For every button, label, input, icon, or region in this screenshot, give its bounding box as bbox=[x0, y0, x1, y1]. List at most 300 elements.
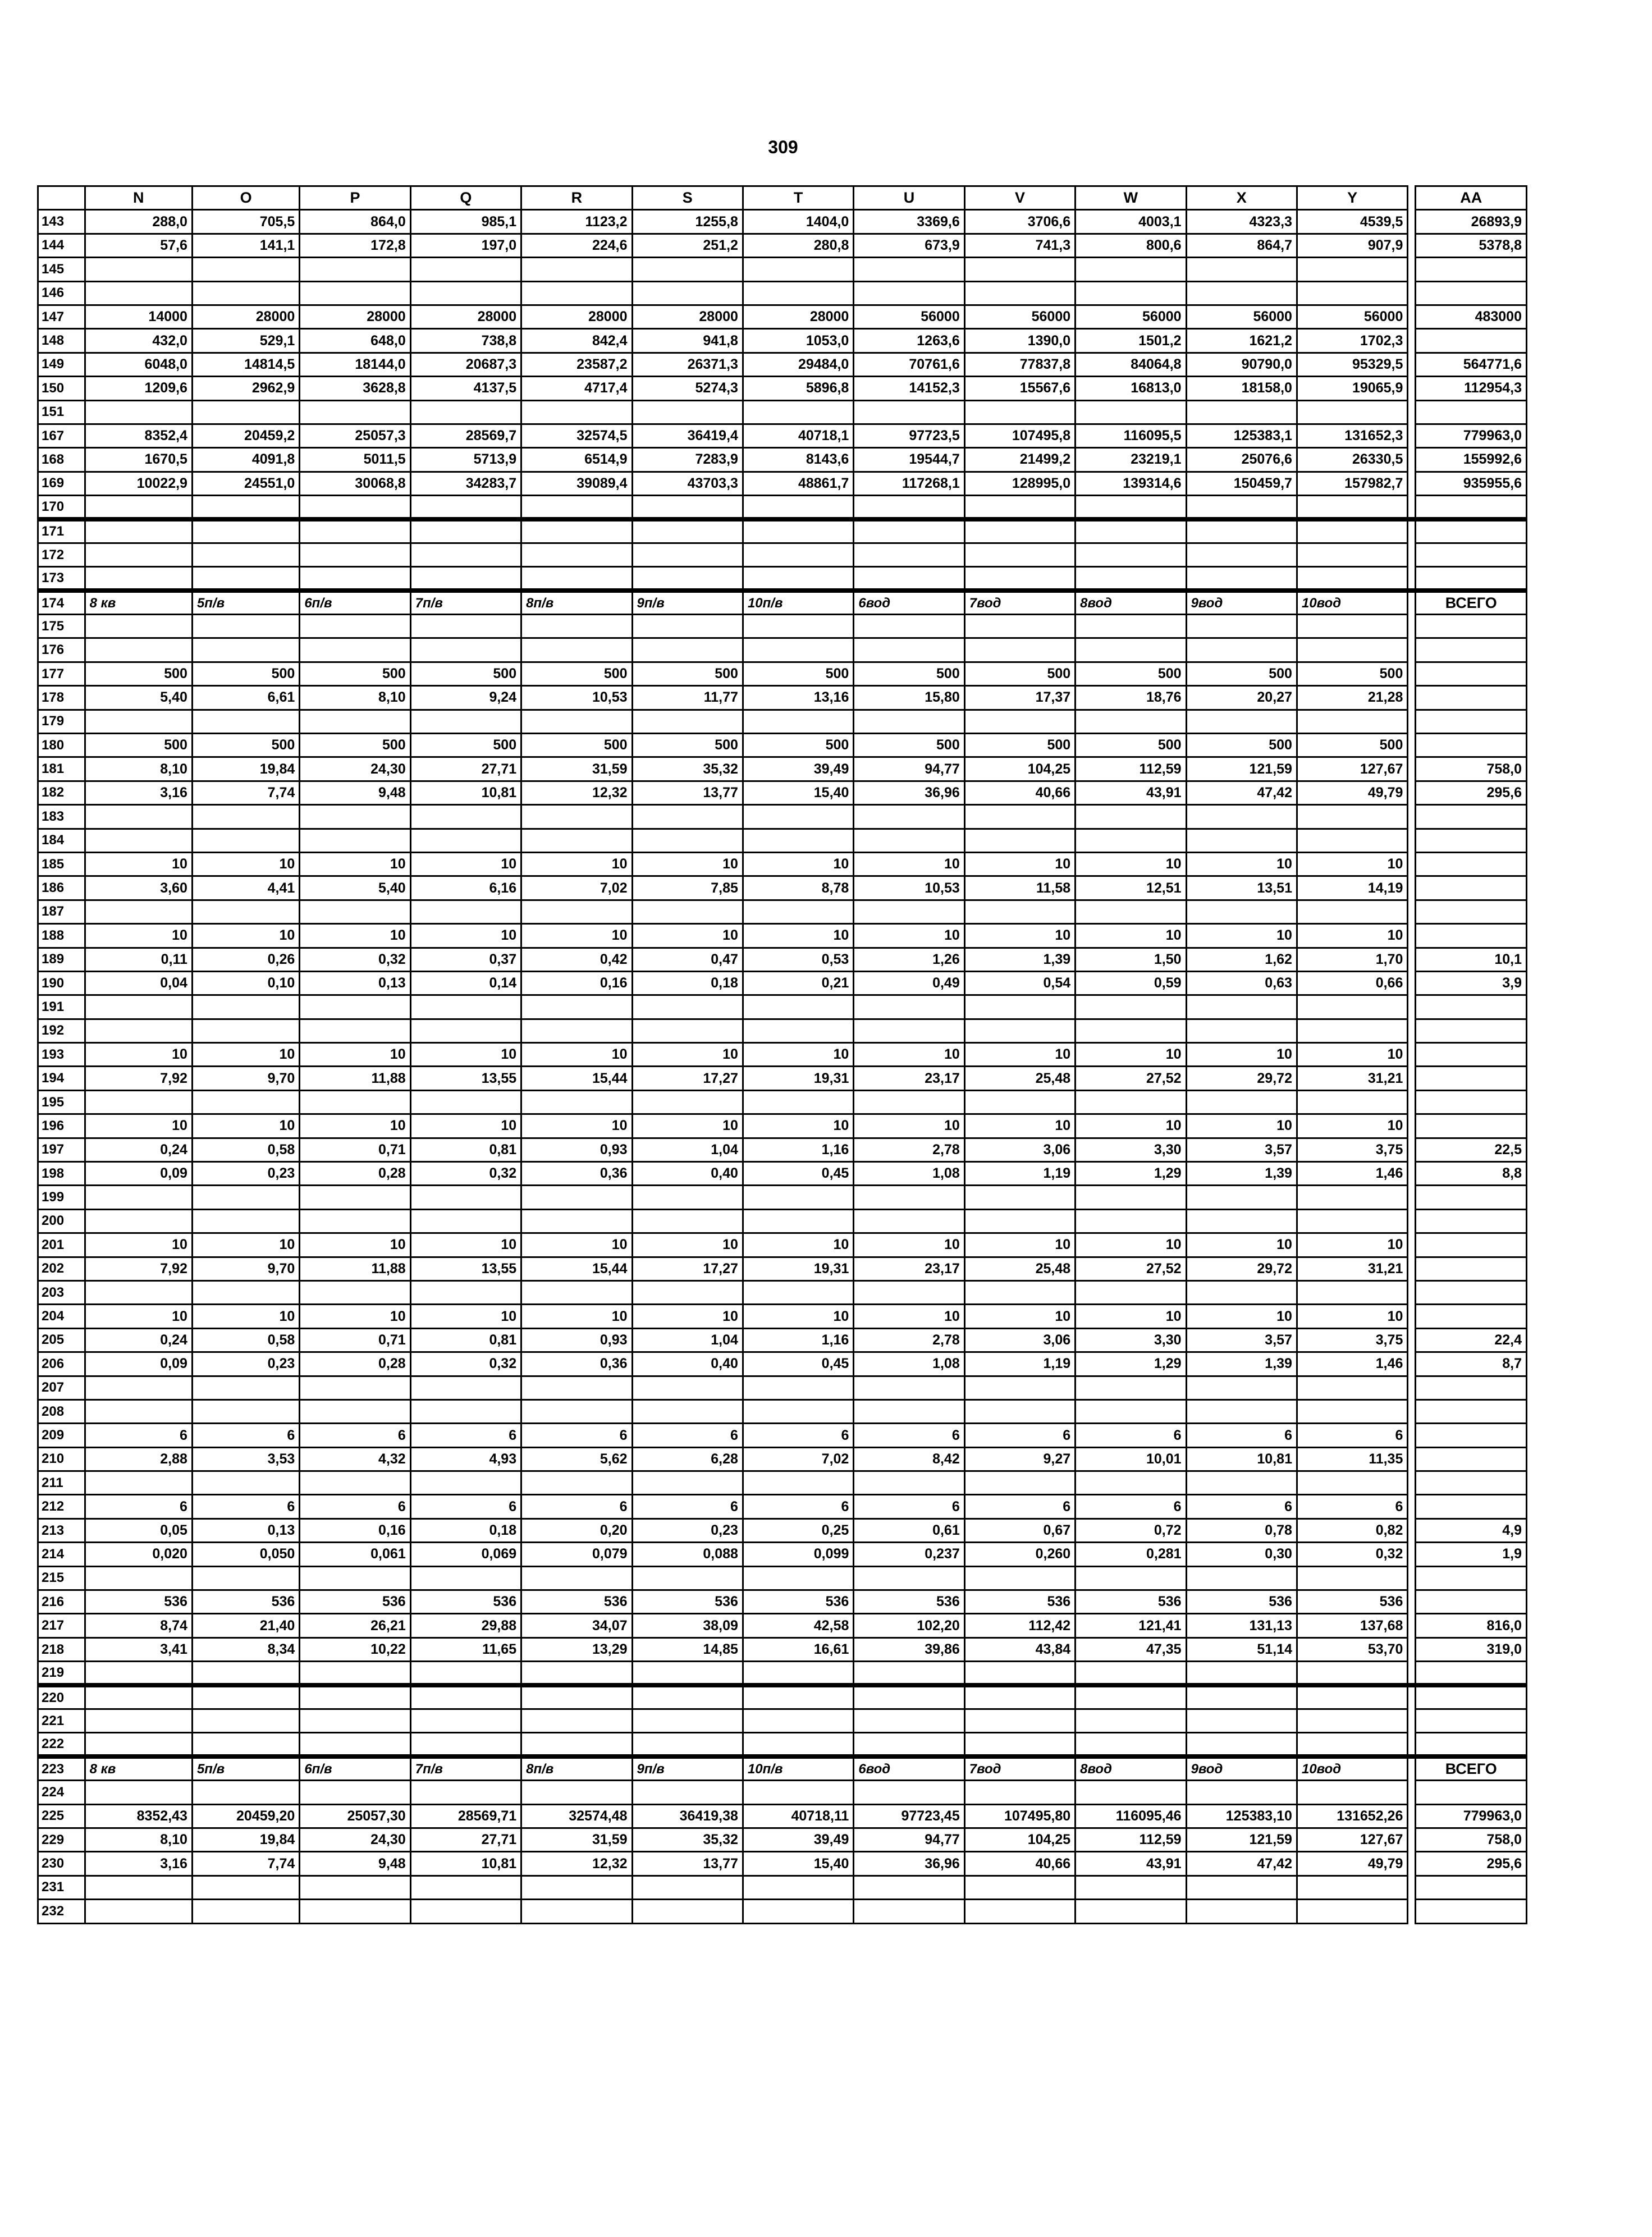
column-header: R bbox=[521, 186, 632, 210]
table-cell: 25076,6 bbox=[1186, 448, 1297, 472]
table-cell: 121,59 bbox=[1186, 1828, 1297, 1851]
table-cell: 6 bbox=[192, 1424, 299, 1447]
table-cell bbox=[964, 1566, 1075, 1590]
table-cell bbox=[854, 567, 964, 591]
column-gap bbox=[1408, 210, 1416, 234]
table-cell: 32574,48 bbox=[521, 1804, 632, 1828]
table-cell bbox=[85, 1471, 192, 1495]
table-row bbox=[38, 1566, 1527, 1590]
table-cell: 3,60 bbox=[85, 876, 192, 900]
table-cell bbox=[743, 281, 853, 305]
table-cell: 3,41 bbox=[85, 1637, 192, 1661]
table-cell: 31,21 bbox=[1297, 1257, 1407, 1280]
column-gap bbox=[1408, 995, 1416, 1019]
table-cell: 10 bbox=[1186, 1305, 1297, 1328]
row-number: 185 bbox=[38, 852, 85, 876]
table-cell: 127,67 bbox=[1297, 757, 1407, 781]
table-cell: 500 bbox=[410, 733, 521, 757]
table-cell bbox=[1416, 852, 1527, 876]
table-cell bbox=[854, 829, 964, 852]
table-cell: 15,40 bbox=[743, 1852, 853, 1875]
table-cell: 8352,4 bbox=[85, 424, 192, 447]
table-cell bbox=[300, 258, 410, 281]
table-cell bbox=[1076, 258, 1186, 281]
table-cell: 43,91 bbox=[1076, 781, 1186, 804]
table-cell bbox=[521, 519, 632, 543]
table-row bbox=[38, 329, 1527, 353]
table-cell bbox=[854, 1471, 964, 1495]
table-cell: 0,59 bbox=[1076, 971, 1186, 995]
table-cell bbox=[1186, 1471, 1297, 1495]
table-cell: 0,20 bbox=[521, 1518, 632, 1542]
table-row bbox=[38, 1090, 1527, 1114]
table-cell: 0,49 bbox=[854, 971, 964, 995]
table-row bbox=[38, 1209, 1527, 1233]
table-cell: 10,81 bbox=[410, 1852, 521, 1875]
table-cell bbox=[1416, 805, 1527, 829]
table-cell bbox=[192, 1280, 299, 1304]
table-row bbox=[38, 496, 1527, 519]
table-cell: 10,1 bbox=[1416, 948, 1527, 971]
table-cell bbox=[1076, 567, 1186, 591]
table-cell: 6 bbox=[521, 1424, 632, 1447]
table-row bbox=[38, 519, 1527, 543]
column-gap bbox=[1408, 1043, 1416, 1067]
table-cell bbox=[300, 1209, 410, 1233]
table-cell: 10 bbox=[85, 1043, 192, 1067]
table-cell: 3369,6 bbox=[854, 210, 964, 234]
table-cell: 25,48 bbox=[964, 1067, 1075, 1090]
table-cell bbox=[1416, 1043, 1527, 1067]
table-cell: 11,88 bbox=[300, 1257, 410, 1280]
table-cell bbox=[1416, 1280, 1527, 1304]
table-cell bbox=[854, 1019, 964, 1042]
table-cell bbox=[410, 615, 521, 638]
table-row bbox=[38, 900, 1527, 923]
column-gap bbox=[1408, 1685, 1416, 1709]
table-row bbox=[38, 591, 1527, 614]
table-cell: 84064,8 bbox=[1076, 353, 1186, 376]
table-cell bbox=[410, 1662, 521, 1685]
column-gap bbox=[1408, 1781, 1416, 1804]
table-cell bbox=[1416, 567, 1527, 591]
table-cell: 14000 bbox=[85, 305, 192, 328]
table-cell: 10вод bbox=[1297, 591, 1407, 614]
row-number: 200 bbox=[38, 1209, 85, 1233]
table-cell: 28569,7 bbox=[410, 424, 521, 447]
table-cell: 28000 bbox=[632, 305, 743, 328]
table-cell bbox=[1186, 1186, 1297, 1209]
table-cell bbox=[1416, 829, 1527, 852]
table-cell bbox=[300, 281, 410, 305]
table-cell: 1,39 bbox=[1186, 1162, 1297, 1186]
table-cell bbox=[1416, 258, 1527, 281]
table-cell: 47,35 bbox=[1076, 1637, 1186, 1661]
table-cell bbox=[192, 1709, 299, 1733]
table-cell: 1390,0 bbox=[964, 329, 1075, 353]
column-gap bbox=[1408, 1352, 1416, 1376]
table-cell: 1,70 bbox=[1297, 948, 1407, 971]
table-cell bbox=[1076, 995, 1186, 1019]
table-cell: 10 bbox=[854, 1043, 964, 1067]
table-row bbox=[38, 1662, 1527, 1685]
table-cell: 8,74 bbox=[85, 1614, 192, 1637]
table-cell bbox=[1416, 1090, 1527, 1114]
row-number: 202 bbox=[38, 1257, 85, 1280]
table-cell: 8,10 bbox=[300, 686, 410, 710]
table-cell bbox=[300, 567, 410, 591]
table-cell: 23587,2 bbox=[521, 353, 632, 376]
table-cell: 56000 bbox=[854, 305, 964, 328]
table-cell: 11,35 bbox=[1297, 1447, 1407, 1471]
table-cell: 13,77 bbox=[632, 781, 743, 804]
table-cell bbox=[964, 805, 1075, 829]
table-cell: 25057,3 bbox=[300, 424, 410, 447]
table-cell: 9вод bbox=[1186, 591, 1297, 614]
table-cell: 5011,5 bbox=[300, 448, 410, 472]
table-cell bbox=[521, 1733, 632, 1756]
table-cell bbox=[192, 638, 299, 662]
table-cell bbox=[300, 1875, 410, 1899]
table-cell bbox=[743, 519, 853, 543]
column-gap bbox=[1408, 1756, 1416, 1780]
table-cell bbox=[632, 1471, 743, 1495]
table-cell bbox=[1186, 281, 1297, 305]
table-cell: 0,58 bbox=[192, 1328, 299, 1352]
table-cell: 0,36 bbox=[521, 1162, 632, 1186]
table-cell bbox=[521, 805, 632, 829]
table-cell: 7вод bbox=[964, 1756, 1075, 1780]
table-cell bbox=[964, 1685, 1075, 1709]
column-gap bbox=[1408, 519, 1416, 543]
table-cell: 500 bbox=[300, 662, 410, 685]
table-cell: 39,49 bbox=[743, 757, 853, 781]
table-cell: 10вод bbox=[1297, 1756, 1407, 1780]
table-cell: 500 bbox=[632, 662, 743, 685]
table-cell bbox=[743, 1280, 853, 1304]
table-cell: 500 bbox=[1186, 662, 1297, 685]
row-number: 207 bbox=[38, 1376, 85, 1399]
table-cell: 13,55 bbox=[410, 1257, 521, 1280]
table-cell: 500 bbox=[964, 662, 1075, 685]
column-gap bbox=[1408, 1090, 1416, 1114]
column-gap bbox=[1408, 924, 1416, 948]
table-cell: 104,25 bbox=[964, 1828, 1075, 1851]
column-gap bbox=[1408, 543, 1416, 566]
table-cell bbox=[521, 1781, 632, 1804]
row-number: 170 bbox=[38, 496, 85, 519]
table-cell: 27,71 bbox=[410, 757, 521, 781]
table-cell: 500 bbox=[85, 733, 192, 757]
table-cell bbox=[1416, 1900, 1527, 1923]
table-cell: 1,62 bbox=[1186, 948, 1297, 971]
table-row bbox=[38, 400, 1527, 424]
table-cell: 10 bbox=[192, 1305, 299, 1328]
table-cell bbox=[85, 1280, 192, 1304]
table-cell bbox=[192, 1685, 299, 1709]
table-cell: 9,27 bbox=[964, 1447, 1075, 1471]
table-cell: 10 bbox=[300, 1305, 410, 1328]
table-cell bbox=[1416, 1114, 1527, 1138]
table-cell: 295,6 bbox=[1416, 1852, 1527, 1875]
table-cell bbox=[85, 1209, 192, 1233]
table-cell: 816,0 bbox=[1416, 1614, 1527, 1637]
row-number: 192 bbox=[38, 1019, 85, 1042]
table-cell bbox=[1297, 1781, 1407, 1804]
row-number: 231 bbox=[38, 1875, 85, 1899]
table-cell: 536 bbox=[854, 1590, 964, 1614]
table-cell: 10 bbox=[632, 852, 743, 876]
table-cell: 864,7 bbox=[1186, 234, 1297, 257]
column-gap bbox=[1408, 472, 1416, 495]
table-cell bbox=[1416, 924, 1527, 948]
table-cell: 7,74 bbox=[192, 781, 299, 804]
table-cell bbox=[743, 1090, 853, 1114]
table-cell: 4,93 bbox=[410, 1447, 521, 1471]
table-cell: 40,66 bbox=[964, 1852, 1075, 1875]
table-cell bbox=[192, 496, 299, 519]
table-cell: 6 bbox=[521, 1495, 632, 1518]
table-cell bbox=[1297, 1471, 1407, 1495]
table-cell bbox=[1076, 1662, 1186, 1685]
table-cell bbox=[964, 1376, 1075, 1399]
table-cell bbox=[743, 615, 853, 638]
table-row bbox=[38, 1280, 1527, 1304]
table-cell bbox=[85, 519, 192, 543]
table-row bbox=[38, 710, 1527, 733]
table-cell bbox=[1416, 496, 1527, 519]
table-cell: 8,8 bbox=[1416, 1162, 1527, 1186]
table-cell: 3,30 bbox=[1076, 1328, 1186, 1352]
table-cell bbox=[410, 1019, 521, 1042]
table-row bbox=[38, 1019, 1527, 1042]
column-gap bbox=[1408, 1328, 1416, 1352]
table-cell: 0,37 bbox=[410, 948, 521, 971]
table-row bbox=[38, 1495, 1527, 1518]
table-cell: 11,65 bbox=[410, 1637, 521, 1661]
column-gap bbox=[1408, 781, 1416, 804]
table-cell: 0,079 bbox=[521, 1543, 632, 1566]
table-cell bbox=[632, 1280, 743, 1304]
table-cell bbox=[632, 615, 743, 638]
table-cell bbox=[521, 900, 632, 923]
table-cell: 6 bbox=[192, 1495, 299, 1518]
table-row bbox=[38, 1352, 1527, 1376]
column-gap bbox=[1408, 496, 1416, 519]
table-cell bbox=[1416, 1376, 1527, 1399]
corner-cell bbox=[38, 186, 85, 210]
table-cell: 0,260 bbox=[964, 1543, 1075, 1566]
row-number: 232 bbox=[38, 1900, 85, 1923]
table-cell bbox=[1297, 1186, 1407, 1209]
table-cell: 500 bbox=[192, 733, 299, 757]
table-cell: 8,7 bbox=[1416, 1352, 1527, 1376]
table-cell: 0,61 bbox=[854, 1518, 964, 1542]
column-header: O bbox=[192, 186, 299, 210]
table-cell: 0,47 bbox=[632, 948, 743, 971]
table-cell: 10 bbox=[1297, 1043, 1407, 1067]
table-row bbox=[38, 1733, 1527, 1756]
table-cell: 500 bbox=[300, 733, 410, 757]
table-cell: 5,62 bbox=[521, 1447, 632, 1471]
row-number: 187 bbox=[38, 900, 85, 923]
table-cell: 10 bbox=[192, 1233, 299, 1257]
table-cell: 16,61 bbox=[743, 1637, 853, 1661]
table-cell: 47,42 bbox=[1186, 1852, 1297, 1875]
table-cell: 0,42 bbox=[521, 948, 632, 971]
row-number: 209 bbox=[38, 1424, 85, 1447]
table-cell bbox=[1416, 1305, 1527, 1328]
table-cell: 3,30 bbox=[1076, 1138, 1186, 1161]
table-cell: 29,72 bbox=[1186, 1067, 1297, 1090]
table-row bbox=[38, 1447, 1527, 1471]
table-cell: 10 bbox=[300, 1114, 410, 1138]
table-cell: 23219,1 bbox=[1076, 448, 1186, 472]
table-cell: 6 bbox=[1076, 1424, 1186, 1447]
table-cell: 18,76 bbox=[1076, 686, 1186, 710]
table-cell bbox=[300, 1733, 410, 1756]
table-cell: 295,6 bbox=[1416, 781, 1527, 804]
table-cell: 131,13 bbox=[1186, 1614, 1297, 1637]
table-cell: 0,32 bbox=[410, 1162, 521, 1186]
table-row bbox=[38, 1900, 1527, 1923]
table-cell bbox=[1297, 615, 1407, 638]
column-header: Y bbox=[1297, 186, 1407, 210]
table-cell: 10 bbox=[85, 1114, 192, 1138]
table-row bbox=[38, 1875, 1527, 1899]
table-cell: 1670,5 bbox=[85, 448, 192, 472]
table-cell: 0,18 bbox=[410, 1518, 521, 1542]
table-cell: 1255,8 bbox=[632, 210, 743, 234]
table-cell bbox=[85, 615, 192, 638]
table-cell bbox=[192, 995, 299, 1019]
table-cell bbox=[1297, 1376, 1407, 1399]
table-cell: 97723,5 bbox=[854, 424, 964, 447]
column-gap bbox=[1408, 1590, 1416, 1614]
row-number: 203 bbox=[38, 1280, 85, 1304]
table-cell: 3628,8 bbox=[300, 377, 410, 400]
table-cell: 137,68 bbox=[1297, 1614, 1407, 1637]
column-header: X bbox=[1186, 186, 1297, 210]
table-cell: 1,19 bbox=[964, 1352, 1075, 1376]
column-gap bbox=[1408, 281, 1416, 305]
table-cell: 112,42 bbox=[964, 1614, 1075, 1637]
table-cell bbox=[632, 1090, 743, 1114]
table-cell bbox=[85, 1662, 192, 1685]
table-cell: 35,32 bbox=[632, 757, 743, 781]
column-gap bbox=[1408, 1828, 1416, 1851]
table-cell: 5378,8 bbox=[1416, 234, 1527, 257]
table-cell: 8352,43 bbox=[85, 1804, 192, 1828]
column-header: U bbox=[854, 186, 964, 210]
table-cell: 102,20 bbox=[854, 1614, 964, 1637]
table-cell: 32574,5 bbox=[521, 424, 632, 447]
table-cell: 121,41 bbox=[1076, 1614, 1186, 1637]
table-cell bbox=[1186, 1709, 1297, 1733]
table-cell: 1263,6 bbox=[854, 329, 964, 353]
table-cell bbox=[854, 1685, 964, 1709]
table-cell: 112,59 bbox=[1076, 1828, 1186, 1851]
table-cell: 10 bbox=[521, 1114, 632, 1138]
table-cell: 10 bbox=[192, 1043, 299, 1067]
table-cell bbox=[192, 615, 299, 638]
table-cell: 536 bbox=[1186, 1590, 1297, 1614]
table-cell bbox=[1186, 1019, 1297, 1042]
table-cell bbox=[1186, 496, 1297, 519]
column-gap bbox=[1408, 1662, 1416, 1685]
column-gap bbox=[1408, 567, 1416, 591]
table-cell: 0,81 bbox=[410, 1138, 521, 1161]
table-cell bbox=[743, 1399, 853, 1423]
table-cell: 4,9 bbox=[1416, 1518, 1527, 1542]
table-cell bbox=[1076, 1186, 1186, 1209]
column-gap bbox=[1408, 829, 1416, 852]
table-cell: 1,29 bbox=[1076, 1162, 1186, 1186]
table-cell: 131652,26 bbox=[1297, 1804, 1407, 1828]
table-cell: 23,17 bbox=[854, 1067, 964, 1090]
table-cell: 6вод bbox=[854, 1756, 964, 1780]
table-cell: 9,48 bbox=[300, 781, 410, 804]
row-number: 197 bbox=[38, 1138, 85, 1161]
table-cell bbox=[410, 1186, 521, 1209]
table-cell: 36,96 bbox=[854, 1852, 964, 1875]
table-cell: 29,88 bbox=[410, 1614, 521, 1637]
table-cell bbox=[1297, 1019, 1407, 1042]
table-cell: 6 bbox=[85, 1424, 192, 1447]
table-cell: 10 bbox=[854, 852, 964, 876]
column-gap bbox=[1408, 638, 1416, 662]
table-cell bbox=[192, 1209, 299, 1233]
table-cell: 1702,3 bbox=[1297, 329, 1407, 353]
table-cell bbox=[854, 1566, 964, 1590]
row-number: 143 bbox=[38, 210, 85, 234]
table-cell: 11,88 bbox=[300, 1067, 410, 1090]
table-cell: 4539,5 bbox=[1297, 210, 1407, 234]
table-cell: 27,71 bbox=[410, 1828, 521, 1851]
row-number: 208 bbox=[38, 1399, 85, 1423]
table-cell bbox=[964, 1019, 1075, 1042]
table-cell bbox=[521, 567, 632, 591]
table-cell: 7,02 bbox=[743, 1447, 853, 1471]
table-cell bbox=[410, 1566, 521, 1590]
table-cell: 8,10 bbox=[85, 757, 192, 781]
table-cell: 0,71 bbox=[300, 1328, 410, 1352]
table-cell: ВСЕГО bbox=[1416, 1756, 1527, 1780]
table-cell bbox=[1416, 662, 1527, 685]
row-number: 179 bbox=[38, 710, 85, 733]
table-cell: 49,79 bbox=[1297, 781, 1407, 804]
table-cell: 90790,0 bbox=[1186, 353, 1297, 376]
table-cell bbox=[743, 1875, 853, 1899]
table-cell: 0,11 bbox=[85, 948, 192, 971]
table-cell: 56000 bbox=[1186, 305, 1297, 328]
table-cell: 10 bbox=[85, 1305, 192, 1328]
table-cell bbox=[1297, 1662, 1407, 1685]
table-cell: 56000 bbox=[1076, 305, 1186, 328]
table-cell bbox=[854, 496, 964, 519]
table-cell bbox=[1416, 1733, 1527, 1756]
table-cell bbox=[632, 543, 743, 566]
table-cell: 6 bbox=[743, 1424, 853, 1447]
table-cell bbox=[964, 1662, 1075, 1685]
table-cell bbox=[632, 1781, 743, 1804]
table-cell: 97723,45 bbox=[854, 1804, 964, 1828]
table-cell: 197,0 bbox=[410, 234, 521, 257]
table-cell bbox=[964, 400, 1075, 424]
table-row bbox=[38, 686, 1527, 710]
column-gap bbox=[1408, 186, 1416, 210]
table-cell: 0,10 bbox=[192, 971, 299, 995]
